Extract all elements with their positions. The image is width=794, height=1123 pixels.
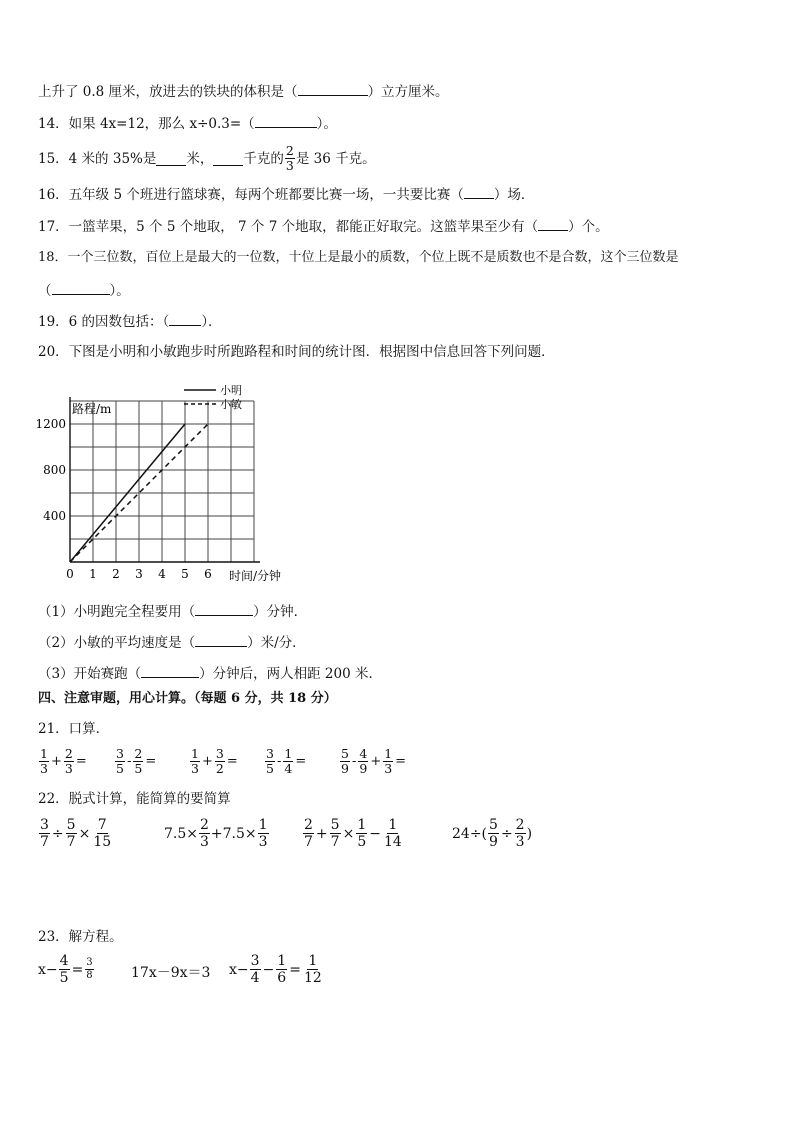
x-tick-label: 2 [112, 567, 120, 581]
q23-equation-3 [229, 953, 324, 986]
q15-text: 15．4 米的 35%是 [38, 150, 157, 167]
fraction: $\frac{1}{3}$ [191, 746, 199, 776]
question-13-tail [38, 81, 449, 102]
q23-equation-1 [38, 953, 95, 986]
fraction: $\frac{3}{7}$ [40, 817, 49, 850]
q22-expression-1 [38, 817, 113, 850]
question-18-line2 [38, 280, 130, 301]
q20-2-text: （2）小敏的平均速度是（ [38, 635, 196, 651]
y-tick-label: 1200 [35, 417, 66, 431]
x-tick-label: 3 [135, 567, 143, 581]
q20-text: 20．下图是小明和小敏跑步时所跑路程和时间的统计图．根据图中信息回答下列问题． [38, 344, 555, 360]
question-20-1 [38, 601, 307, 622]
equals-sign: = [289, 961, 301, 978]
fraction: $\frac{1}{4}$ [284, 746, 293, 776]
q21-item-1 [38, 747, 88, 776]
fraction: $\frac{2}{3}$ [515, 817, 525, 850]
equals-sign: = [145, 754, 157, 769]
fraction: $\frac{1}{3}$ [40, 746, 48, 776]
q22-expression-3 [302, 817, 404, 850]
fraction: $\frac{3}{2}$ [215, 746, 224, 776]
equals-sign: = [75, 754, 87, 769]
operator: − [262, 961, 275, 978]
operator: × [78, 825, 91, 842]
question-14 [38, 113, 337, 134]
operator: - [351, 754, 357, 769]
q16-text-end: ）场． [493, 187, 535, 203]
operator: ÷ [51, 825, 64, 842]
operator: + [315, 825, 328, 842]
x-tick-label: 0 [66, 567, 74, 581]
fraction: $\frac{5}{7}$ [330, 817, 340, 850]
x-tick-label: 5 [181, 567, 189, 581]
q21-item-4 [264, 747, 307, 776]
fraction: $\frac{5}{7}$ [66, 817, 76, 850]
q22-expression-4 [452, 817, 532, 850]
y-tick-label: 800 [43, 463, 66, 477]
coefficient: 7.5× [164, 825, 198, 842]
answer-blank[interactable] [156, 151, 186, 166]
legend-label: 小敏 [220, 398, 242, 411]
question-15 [38, 144, 376, 173]
fraction: $\frac{2}{7}$ [304, 817, 313, 850]
fraction: $\frac{1}{3}$ [258, 817, 268, 850]
answer-blank[interactable] [464, 184, 494, 199]
operator: + [370, 754, 382, 769]
question-21-title [38, 719, 109, 739]
answer-blank[interactable] [195, 632, 247, 647]
q18-text-open: （ [38, 283, 52, 299]
q13-text-end: ）立方厘米。 [367, 84, 449, 100]
q20-1-text-end: ）分钟． [253, 604, 308, 620]
fraction: $\frac{2}{5}$ [134, 746, 143, 776]
q18-text: 18．一个三位数，百位上是最大的一位数，十位上是最小的质数，个位上既不是质数也不是合数，这个三位数是 [38, 250, 679, 265]
x-tick-label: 4 [158, 567, 166, 581]
question-22-title [38, 789, 231, 809]
q21-item-3 [189, 747, 239, 776]
equals-sign: = [295, 754, 307, 769]
fraction: $\frac{1}{6}$ [277, 953, 287, 986]
question-20-3 [38, 663, 382, 684]
fraction: $\frac{1}{14}$ [383, 817, 402, 850]
q14-text-end: ）。 [316, 116, 337, 132]
q15-text-mid: 米， [186, 150, 214, 167]
chart-legend [184, 383, 242, 411]
answer-blank[interactable] [195, 601, 253, 616]
equals-sign: = [226, 754, 238, 769]
q17-text-end: ）个。 [568, 219, 609, 235]
operator: +7.5× [210, 825, 257, 842]
q20-1-text: （1）小明跑完全程要用（ [38, 604, 196, 620]
equation-text: 17x－9x＝3 [131, 965, 211, 981]
q20-2-text-end: ）米/分． [247, 635, 306, 651]
fraction: $\frac{5}{9}$ [489, 817, 498, 850]
fraction: $\frac{2}{3}$ [285, 143, 294, 173]
answer-blank[interactable] [538, 216, 568, 231]
q22-expression-2 [164, 817, 270, 850]
q13-text: 上升了 0.8 厘米，放进去的铁块的体积是（ [38, 84, 298, 100]
equals-sign: = [395, 754, 407, 769]
q21-text: 21．口算． [38, 721, 110, 737]
answer-blank[interactable] [255, 113, 317, 128]
y-axis-label: 路程/m [72, 402, 112, 416]
question-23-title [38, 927, 123, 947]
y-tick-label: 400 [43, 509, 66, 523]
q20-3-text-end: ）分钟后，两人相距 200 米． [199, 666, 382, 682]
x-axis-label: 时间/分钟 [229, 569, 282, 583]
fraction: $\frac{2}{3}$ [200, 817, 209, 850]
q19-text: 19．6 的因数包括：（ [38, 314, 170, 330]
fraction: $\frac{3}{8}$ [86, 957, 93, 981]
q20-3-text: （3）开始赛跑（ [38, 666, 142, 682]
x-tick-label: 6 [204, 567, 212, 581]
answer-blank[interactable] [141, 663, 199, 678]
variable: x− [229, 961, 249, 978]
fraction: $\frac{2}{3}$ [64, 746, 73, 776]
fraction: $\frac{1}{12}$ [303, 953, 322, 986]
operator: × [342, 825, 355, 842]
q19-text-end: ）． [201, 314, 222, 330]
answer-blank[interactable] [298, 81, 368, 96]
operator: + [201, 754, 213, 769]
fraction: $\frac{4}{9}$ [359, 746, 368, 776]
x-tick-label: 1 [89, 567, 97, 581]
prefix: 24÷( [452, 825, 488, 842]
q23-text: 23．解方程。 [38, 929, 123, 945]
fraction: $\frac{5}{9}$ [341, 746, 349, 776]
q21-item-5 [339, 747, 407, 776]
q16-text: 16．五年级 5 个班进行篮球赛，每两个班都要比赛一场，一共要比赛（ [38, 187, 464, 203]
fraction: $\frac{4}{5}$ [59, 953, 69, 986]
question-18-line1 [38, 248, 679, 268]
section-title: 四、注意审题，用心计算。（每题 6 分，共 18 分） [38, 691, 337, 706]
q14-text: 14．如果 4x=12，那么 x÷0.3=（ [38, 116, 255, 132]
fraction: $\frac{3}{4}$ [250, 953, 260, 986]
fraction: $\frac{3}{5}$ [266, 746, 274, 776]
operator: − [369, 825, 381, 842]
chart-grid [70, 401, 254, 562]
q18-text-end: ）。 [109, 283, 130, 299]
section-4-title [38, 689, 337, 709]
answer-blank[interactable] [169, 311, 201, 326]
q22-text: 22．脱式计算，能简算的要简算 [38, 791, 231, 807]
answer-blank[interactable] [213, 151, 243, 166]
q15-text-end: 是 36 千克。 [295, 150, 376, 167]
legend-label: 小明 [220, 384, 242, 397]
fraction: $\frac{1}{5}$ [357, 817, 367, 850]
q23-equation-2 [131, 962, 210, 982]
variable: x− [38, 961, 58, 978]
question-17 [38, 216, 609, 237]
operator: + [50, 754, 62, 769]
operator: ÷ [500, 825, 513, 842]
question-16 [38, 184, 534, 205]
operator: - [126, 754, 132, 769]
q21-item-2 [114, 747, 157, 776]
operator: - [276, 754, 282, 769]
fraction: $\frac{7}{15}$ [93, 817, 112, 850]
answer-blank[interactable] [52, 280, 110, 295]
equals-sign: = [71, 961, 84, 978]
question-20-2 [38, 632, 306, 653]
question-20 [38, 342, 555, 362]
distance-time-chart [30, 378, 330, 588]
q15-text-mid2: 千克的 [243, 150, 284, 167]
fraction: $\frac{1}{3}$ [384, 746, 393, 776]
q17-text: 17．一篮苹果，5 个 5 个地取， 7 个 7 个地取，都能正好取完。这篮苹果至少有（ [38, 219, 539, 235]
question-19 [38, 311, 222, 332]
fraction: $\frac{3}{5}$ [116, 746, 124, 776]
close-paren: ) [526, 825, 533, 842]
